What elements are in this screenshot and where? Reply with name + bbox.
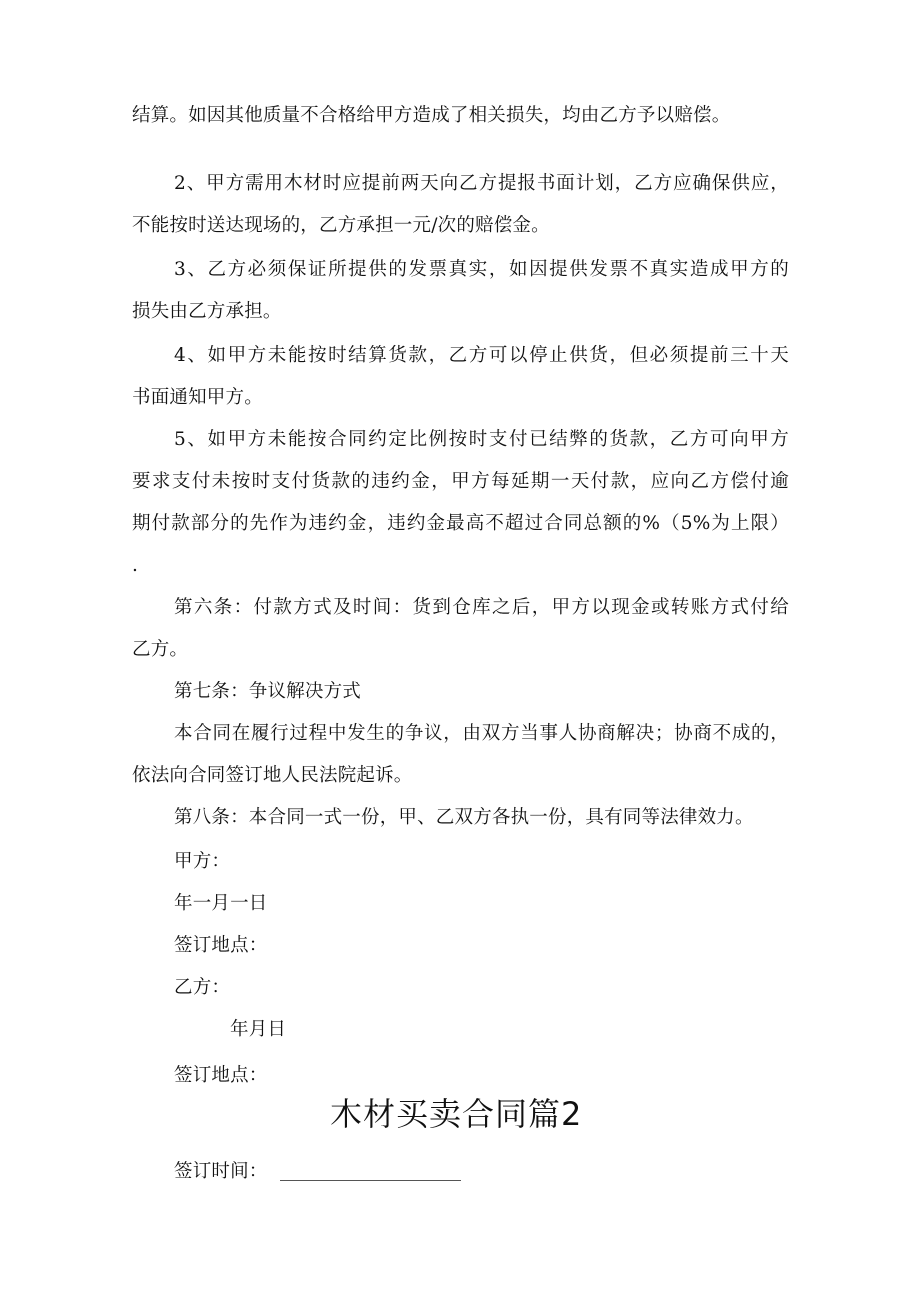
paragraph-line: 期付款部分的先作为违约金，违约金最高不超过合同总额的%（5%为上限） bbox=[132, 513, 789, 534]
sign-place-label: 签订地点： bbox=[174, 1065, 268, 1086]
paragraph-line: 结算。如因其他质量不合格给甲方造成了相关损失，均由乙方予以赔偿。 bbox=[132, 105, 731, 126]
paragraph-line: 4、如甲方未能按时结算货款，乙方可以停止供货，但必须提前三十天 bbox=[174, 345, 789, 366]
sign-time-blank bbox=[280, 1180, 461, 1181]
date-line: 年一月一日 bbox=[174, 893, 268, 914]
paragraph-line: 3、乙方必须保证所提供的发票真实，如因提供发票不真实造成甲方的 bbox=[174, 259, 789, 280]
paragraph-line: 第八条：本合同一式一份，甲、乙双方各执一份，具有同等法律效力。 bbox=[174, 807, 754, 828]
paragraph-line: . bbox=[132, 555, 139, 576]
paragraph-line: 第六条：付款方式及时间：货到仓库之后，甲方以现金或转账方式付给 bbox=[174, 597, 789, 618]
paragraph-line: 5、如甲方未能按合同约定比例按时支付已结弊的货款，乙方可向甲方 bbox=[174, 429, 789, 450]
paragraph-line: 损失由乙方承担。 bbox=[132, 301, 282, 322]
date-line: 年月日 bbox=[230, 1019, 287, 1040]
paragraph-line: 乙方。 bbox=[132, 639, 189, 660]
paragraph-line: 书面通知甲方。 bbox=[132, 387, 263, 408]
contract-title: 木材买卖合同篇2 bbox=[330, 1095, 583, 1133]
party-a-label: 甲方： bbox=[174, 851, 231, 872]
party-b-label: 乙方： bbox=[174, 977, 231, 998]
section-heading: 第七条：争议解决方式 bbox=[174, 681, 362, 702]
paragraph-line: 不能按时送达现场的，乙方承担一元/次的赔偿金。 bbox=[132, 215, 550, 236]
sign-place-label: 签订地点： bbox=[174, 935, 268, 956]
paragraph-line: 本合同在履行过程中发生的争议，由双方当事人协商解决；协商不成的， bbox=[174, 723, 789, 744]
paragraph-line: 要求支付未按时支付货款的违约金，甲方每延期一天付款，应向乙方偿付逾 bbox=[132, 471, 789, 492]
sign-time-label: 签订时间： bbox=[174, 1161, 268, 1182]
paragraph-line: 依法向合同签订地人民法院起诉。 bbox=[132, 765, 413, 786]
paragraph-line: 2、甲方需用木材时应提前两天向乙方提报书面计划，乙方应确保供应， bbox=[174, 173, 789, 194]
